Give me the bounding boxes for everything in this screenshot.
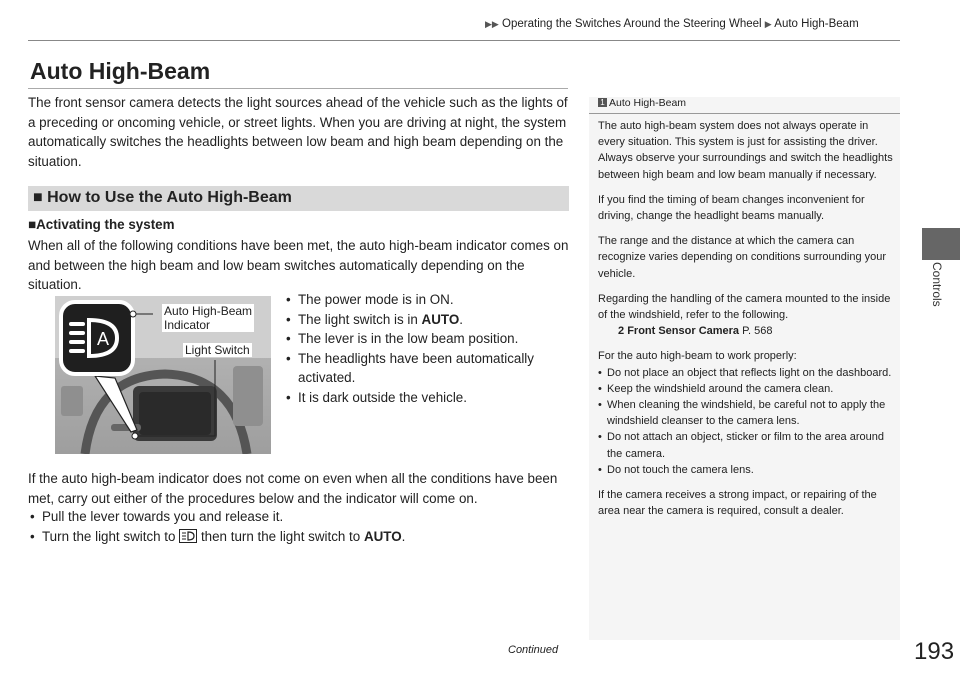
light-switch-callout-label: Light Switch	[185, 343, 250, 357]
indicator-label-line-1: Auto High-Beam	[164, 304, 253, 318]
condition-text: The light switch is in	[298, 311, 422, 327]
note-bullet-text: Do not place an object that reflects light on the dashboard.	[607, 366, 892, 379]
svg-text:A: A	[96, 329, 110, 349]
list-item	[284, 290, 574, 310]
bullet-icon: •	[286, 389, 291, 405]
action-text-mid: then turn the light switch to	[200, 528, 361, 544]
bullet-icon: •	[286, 331, 291, 346]
indicator-label-line-2: Indicator	[164, 318, 211, 332]
list-item	[598, 397, 894, 429]
list-item	[28, 507, 573, 527]
breadcrumb-arrow-icon: ▶▶	[485, 19, 499, 29]
bullet-icon: •	[286, 350, 291, 366]
note-paragraph: The range and the distance at which the camera can recognize varies depending on conditions surrounding your vehicle.	[598, 235, 887, 280]
title-divider	[28, 88, 568, 89]
cross-reference-link[interactable]	[598, 323, 894, 339]
condition-text: It is dark outside the vehicle.	[298, 389, 467, 405]
list-item	[284, 329, 574, 349]
breadcrumb-part-1[interactable]: Operating the Switches Around the Steering Wheel	[502, 18, 762, 30]
continued-label: Continued	[508, 644, 559, 656]
note-bullet-text: Keep the windshield around the camera clean.	[607, 382, 834, 395]
subsection-heading	[28, 217, 175, 232]
page-number: 193	[914, 638, 955, 665]
condition-text: The power mode is in ON.	[298, 292, 454, 307]
side-tab-text: Controls	[930, 262, 944, 307]
note-bullet-text: Do not touch the camera lens.	[607, 463, 754, 476]
note-bullet-text: When cleaning the windshield, be careful not to apply the windshield cleanser to the camera lens.	[607, 399, 886, 428]
action-text-end: .	[401, 528, 406, 544]
list-item	[28, 527, 573, 547]
side-note-body	[598, 118, 894, 519]
condition-text: The lever is in the low beam position.	[298, 331, 519, 346]
action-text: Turn the light switch to	[42, 528, 176, 544]
bullet-icon: •	[598, 463, 602, 476]
section-title-text: How to Use the Auto High-Beam	[47, 189, 292, 206]
list-item	[598, 462, 894, 478]
bullet-icon: •	[286, 311, 291, 327]
bullet-icon: •	[598, 382, 602, 395]
condition-text: The headlights have been automatically activated.	[298, 350, 534, 385]
side-note-title: Auto High-Beam	[609, 97, 687, 109]
breadcrumb-part-2[interactable]: Auto High-Beam	[774, 18, 859, 30]
actions-list	[28, 507, 573, 546]
side-note-header	[598, 97, 686, 109]
bullet-icon: •	[30, 509, 35, 524]
action-text: Pull the lever towards you and release it.	[42, 509, 284, 524]
bullet-icon: •	[598, 399, 602, 412]
breadcrumb-arrow-icon: ▶	[764, 19, 772, 29]
page-title: Auto High-Beam	[30, 58, 211, 84]
side-tab-label[interactable]	[918, 262, 942, 322]
intro-paragraph: The front sensor camera detects the light sources ahead of the vehicle such as the lights of a preceding or oncoming vehicle, or street lights. When you are driving at night, the system automatically switches the headlights between low beam and high beam depending on the situation.	[28, 95, 568, 169]
section-square-icon: ■	[33, 189, 43, 206]
activating-paragraph: When all of the following conditions have been met, the auto high-beam indicator comes on and between the high beam and low beam switches automatically depending on the situation.	[28, 238, 569, 292]
condition-text-end: .	[459, 311, 463, 327]
bullet-icon: •	[286, 292, 291, 307]
reference-arrow-icon: 2	[618, 325, 625, 338]
bullet-icon: •	[598, 431, 602, 444]
subsection-square-icon: ■	[28, 217, 37, 232]
section-title	[33, 189, 292, 207]
headlight-off-icon	[179, 529, 197, 543]
note-paragraph: If you find the timing of beam changes inconvenient for driving, change the headlight beams manually.	[598, 193, 865, 223]
note-marker-icon: 1	[598, 98, 607, 107]
reference-title: Front Sensor Camera	[627, 325, 740, 338]
list-item	[598, 429, 894, 461]
note-paragraph: For the auto high-beam to work properly:	[598, 350, 797, 363]
indicator-callout-label	[162, 304, 254, 332]
action-bold-text: AUTO	[363, 528, 402, 544]
list-item	[284, 310, 574, 330]
condition-bold-text: AUTO	[421, 311, 460, 327]
note-paragraph: The auto high-beam system does not always operate in every situation. This system is just for assisting the driver. Always observe your surroundings and switch the headlights between high beam and low beam manually if necessary.	[598, 120, 893, 181]
bullet-icon: •	[30, 528, 35, 544]
side-tab-marker	[922, 228, 960, 260]
reference-page: P. 568	[742, 325, 773, 338]
list-item	[284, 349, 574, 388]
bullet-icon: •	[598, 366, 602, 379]
subsection-heading-text: Activating the system	[36, 217, 175, 232]
list-item	[284, 388, 574, 408]
list-item	[598, 381, 894, 397]
note-paragraph: If the camera receives a strong impact, or repairing of the area near the camera is required, consult a dealer.	[598, 489, 877, 518]
header-divider	[28, 40, 900, 41]
note-paragraph: Regarding the handling of the camera mounted to the inside of the windshield, refer to the following.	[598, 292, 891, 322]
breadcrumb	[485, 18, 859, 30]
note-bullet-text: Do not attach an object, sticker or film to the area around the camera.	[607, 431, 884, 460]
conditions-list	[284, 290, 574, 407]
followup-paragraph: If the auto high-beam indicator does not come on even when all the conditions have been met, carry out either of the procedures below and the indicator will come on.	[28, 471, 558, 506]
side-note-divider	[589, 113, 900, 114]
list-item	[598, 365, 894, 381]
